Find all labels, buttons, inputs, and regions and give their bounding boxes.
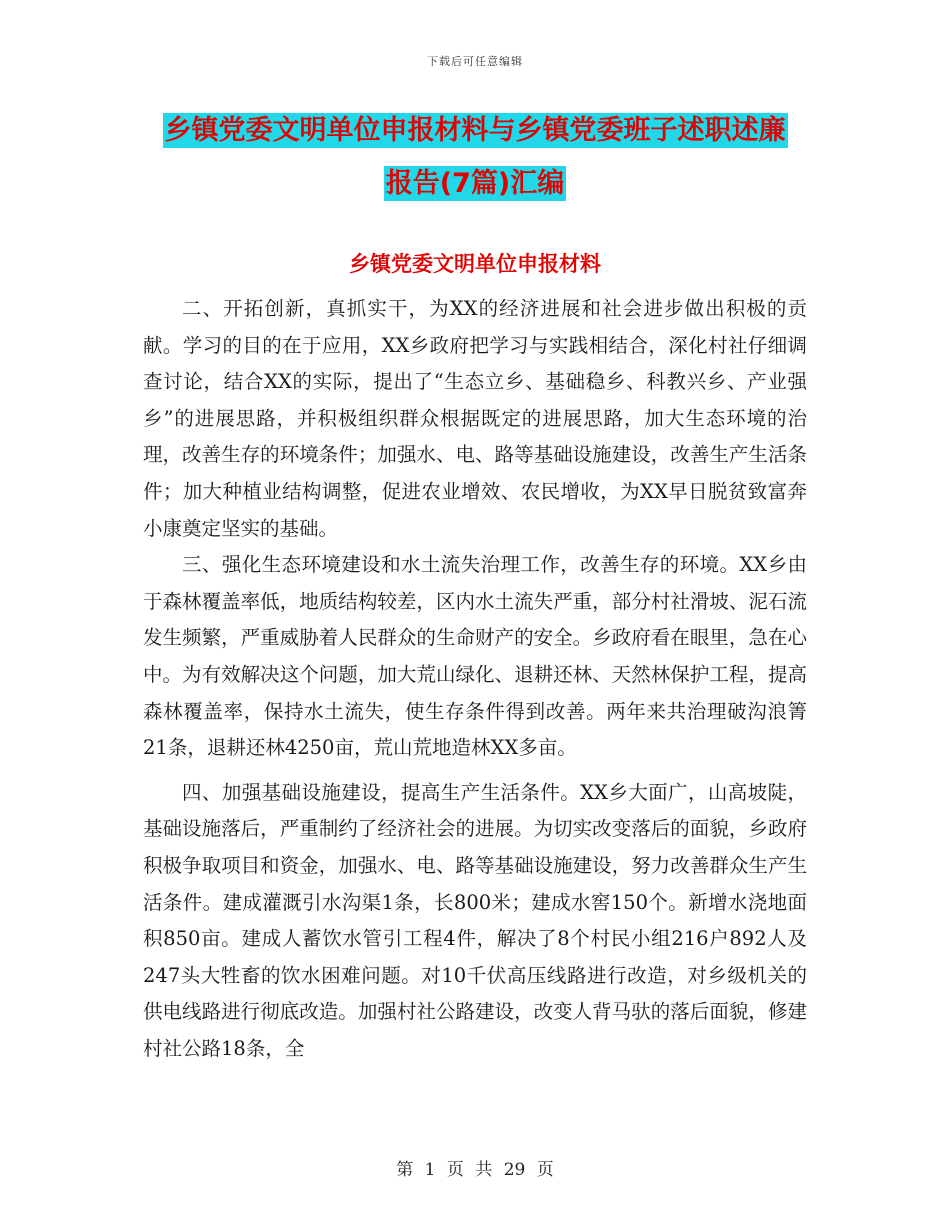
document-title-line-1: 乡镇党委文明单位申报材料与乡镇党委班子述职述廉	[164, 115, 786, 146]
body-text	[143, 291, 807, 1067]
paragraph: 三、强化生态环境建设和水土流失治理工作，改善生存的环境。XX乡由于森林覆盖率低，地质结构较差，区内水土流失严重，部分村社滑坡、泥石流发生频繁，严重威胁着人民群众的生命财产的安全。乡政府看在眼里，急在心中。为有效解决这个问题，加大荒山绿化、退耕还林、天然林保护工程，提高森林覆盖率，保持水土流失，使生存条件得到改善。两年来共治理破沟浪箐21条，退耕还林4250亩，荒山荒地造林XX多亩。	[143, 553, 807, 760]
document-title	[0, 104, 950, 210]
section-heading: 乡镇党委文明单位申报材料	[349, 252, 601, 276]
page-header-note: 下载后可任意编辑	[427, 55, 523, 68]
document-title-line-2: 报告(7篇)汇编	[385, 168, 565, 199]
page-number-footer: 第 1 页 共 29 页	[396, 1160, 554, 1180]
paragraph: 二、开拓创新，真抓实干，为XX的经济进展和社会进步做出积极的贡献。学习的目的在于应用，XX乡政府把学习与实践相结合，深化村社仔细调查讨论，结合XX的实际，提出了“生态立乡、基础稳乡、科教兴乡、产业强乡”的进展思路，并积极组织群众根据既定的进展思路，加大生态环境的治理，改善生存的环境条件；加强水、电、路等基础设施建设，改善生产生活条件；加大种植业结构调整，促进农业增效、农民增收，为XX早日脱贫致富奔小康奠定坚实的基础。	[143, 297, 807, 540]
paragraph: 四、加强基础设施建设，提高生产生活条件。XX乡大面广，山高坡陡，基础设施落后，严重制约了经济社会的进展。为切实改变落后的面貌，乡政府积极争取项目和资金，加强水、电、路等基础设施建设，努力改善群众生产生活条件。建成灌溉引水沟渠1条，长800米；建成水窖150个。新增水浇地面积850亩。建成人蓄饮水管引工程4件，解决了8个村民小组216户892人及247头大牲畜的饮水困难问题。对10千伏高压线路进行改造，对乡级机关的供电线路进行彻底改造。加强村社公路建设，改变人背马驮的落后面貌，修建村社公路18条，全	[143, 780, 807, 1060]
